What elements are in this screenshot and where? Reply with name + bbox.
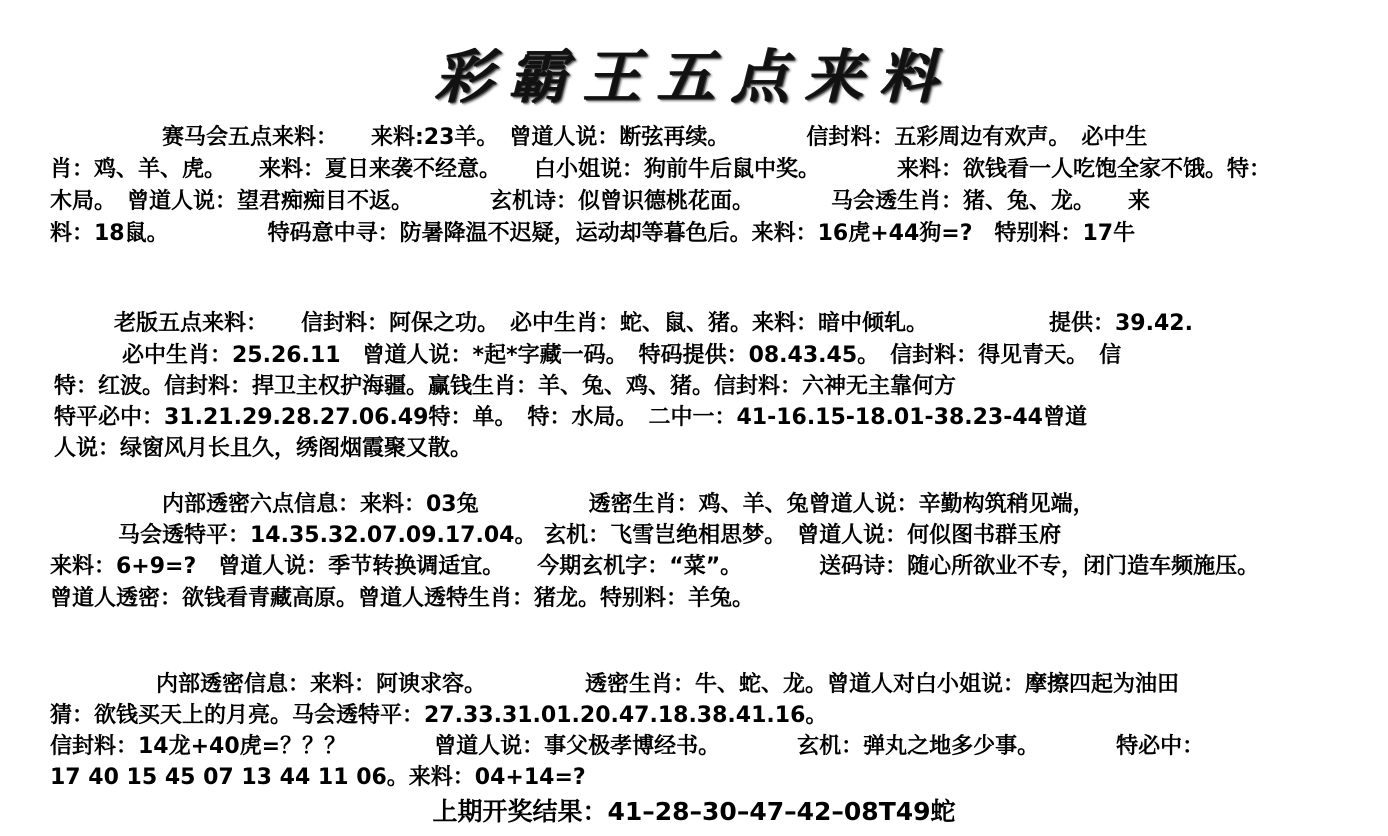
text-line: 料：18鼠。 特码意中寻：防暑降温不迟疑，运动却等暮色后。来料：16虎+44狗=? 特别料：17牛 xyxy=(50,221,1136,246)
text-line: 马会透特平：14.35.32.07.09.17.04。 玄机：飞雪岂绝相思梦。 曾道人说：何似图书群玉府 xyxy=(118,523,1062,548)
text-line: 内部透密信息：来料：阿谀求容。 透密生肖：牛、蛇、龙。曾道人对白小姐说：摩擦四起为油田 xyxy=(156,672,1180,697)
text-line: 信封料：14龙+40虎=？？？ 曾道人说：事父极孝博经书。 玄机：弹丸之地多少事。 特必中： xyxy=(50,734,1205,759)
text-line: 17 40 15 45 07 13 44 11 06。来料：04+14=? xyxy=(50,765,586,790)
text-line: 特平必中：31.21.29.28.27.06.49特：单。 特：水局。 二中一：41-16.15-18.01-38.23-44曾道 xyxy=(54,405,1087,430)
text-line: 赛马会五点来料： 来料:23羊。 曾道人说：断弦再续。 信封料：五彩周边有欢声。 必中生 xyxy=(162,125,1148,150)
text-line: 肖：鸡、羊、虎。 来料：夏日来袭不经意。 白小姐说：狗前牛后鼠中奖。 来料：欲钱看一人吃饱全家不饿。特： xyxy=(50,157,1272,182)
text-line: 猜：欲钱买天上的月亮。马会透特平：27.33.31.01.20.47.18.38.41.16。 xyxy=(50,703,828,728)
text-line: 曾道人透密：欲钱看青藏高原。曾道人透特生肖：猪龙。特别料：羊兔。 xyxy=(50,586,755,611)
text-line: 必中生肖：25.26.11 曾道人说：*起*字藏一码。 特码提供：08.43.45。 信封料：得见青天。 信 xyxy=(122,343,1122,368)
text-line: 来料：6+9=? 曾道人说：季节转换调适宜。 今期玄机字：“菜”。 送码诗：随心所欲业不专，闭门造车频施压。 xyxy=(50,554,1260,579)
text-line: 特：红波。信封料：捍卫主权护海疆。赢钱生肖：羊、兔、鸡、猪。信封料：六神无主靠何方 xyxy=(54,374,957,399)
text-line: 内部透密六点信息：来料：03兔 透密生肖：鸡、羊、兔曾道人说：辛勤构筑稍见端， xyxy=(162,492,1095,517)
last-result: 上期开奖结果：41–28–30–47–42–08T49蛇 xyxy=(432,797,956,826)
text-line: 老版五点来料： 信封料：阿保之功。 必中生肖：蛇、鼠、猪。来料：暗中倾轧。 提供：39.42. xyxy=(114,311,1193,336)
page-title: 彩霸王五点来料 xyxy=(434,43,953,111)
text-line: 人说：绿窗风月长且久，绣阁烟霞聚又散。 xyxy=(54,436,473,461)
text-line: 木局。 曾道人说：望君痴痴目不返。 玄机诗：似曾识德桃花面。 马会透生肖：猪、兔、龙。 来 xyxy=(50,189,1151,214)
